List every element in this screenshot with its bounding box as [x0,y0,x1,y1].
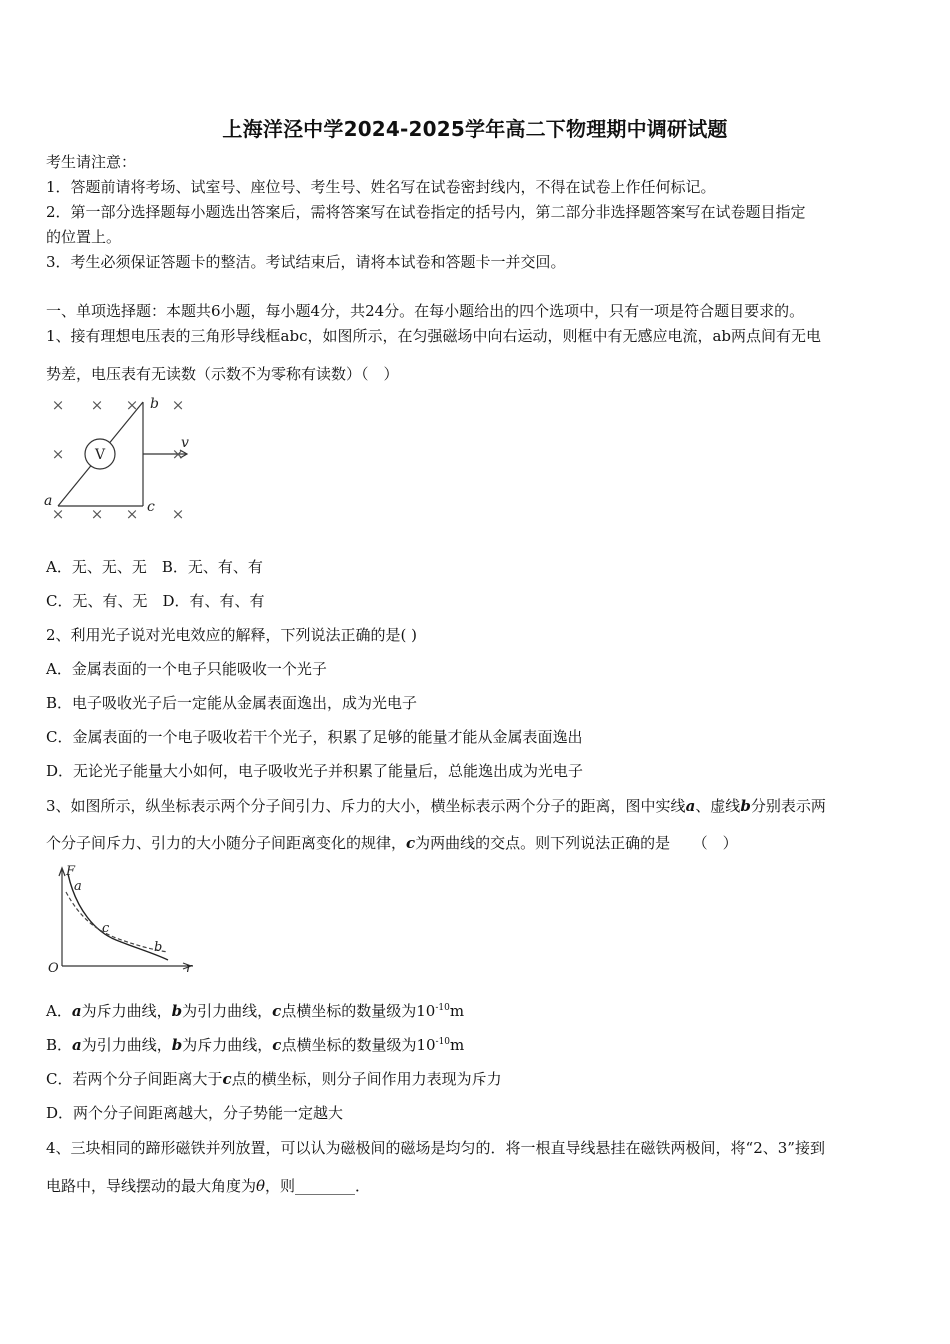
q1-options-ab: A．无、无、无 B．无、有、有 [46,558,263,576]
field-cross: × [51,505,65,523]
point-label-c: c [102,921,110,936]
q1-stem-line1: 1、接有理想电压表的三角形导线框abc，如图所示，在匀强磁场中向右运动，则框中有无感应电流，ab两点间有无电 [46,327,822,345]
q3-text: 分别表示两 [750,797,826,815]
q2-option-d: D．无论光子能量大小如何，电子吸收光子并积累了能量后，总能逸出成为光电子 [46,762,584,780]
var-a: a [71,1002,82,1020]
var-c: c [222,1070,232,1088]
label-c: c [147,499,155,515]
var-c: c [272,1002,282,1020]
q4-stem-line1: 4、三块相同的蹄形磁铁并列放置，可以认为磁极间的磁场是均匀的．将一根直导线悬挂在磁铁两极间，将“2、3”接到 [46,1139,825,1157]
origin-label: O [48,961,59,976]
notice-item-1: 1．答题前请将考场、试室号、座位号、考生号、姓名写在试卷密封线内，不得在试卷上作任何标记。 [46,178,716,196]
option-text: 点的横坐标，则分子间作用力表现为斥力 [231,1070,502,1088]
q2-stem: 2、利用光子说对光电效应的解释，下列说法正确的是( ) [46,626,418,644]
q3-text: 、虚线 [695,797,741,815]
notice-item-2-cont: 的位置上。 [46,228,122,246]
option-text: C．若两个分子间距离大于 [46,1070,223,1088]
field-cross: × [125,505,139,523]
q3-option-b [46,1035,464,1055]
option-text: 为斥力曲线， [81,1002,172,1020]
field-cross: × [51,396,65,414]
axis-label-f: F [66,864,76,879]
var-a: a [685,797,696,815]
label-b: b [150,396,159,412]
var-c: c [272,1036,282,1054]
label-v: v [181,435,189,451]
q3-text: 3、如图所示，纵坐标表示两个分子间引力、斥力的大小，横坐标表示两个分子的距离，图中实线 [46,797,686,815]
var-b: b [171,1002,183,1020]
curve-a-repulsion [68,874,168,960]
label-a: a [44,493,53,509]
q4-stem-line2 [46,1176,370,1196]
q3-option-c [46,1069,502,1089]
unit: m [450,1036,465,1054]
q3-force-graph [44,862,204,982]
option-prefix: A． [46,1002,72,1020]
option-text: 为斥力曲线， [182,1036,273,1054]
q3-text: 个分子间斥力、引力的大小随分子间距离变化的规律， [46,834,407,852]
option-text: 为引力曲线， [182,1002,273,1020]
q4-text: ，则________． [265,1177,371,1195]
option-text: 点横坐标的数量级为10 [281,1002,436,1020]
q3-text: 为两曲线的交点。则下列说法正确的是 （ ） [415,834,738,852]
curve-b-attraction [66,892,168,952]
q1-options-cd: C．无、有、无 D．有、有、有 [46,592,265,610]
q3-stem-line1 [46,796,826,816]
var-b: b [740,797,751,815]
curve-label-b: b [154,940,163,955]
q1-figure [40,392,195,527]
var-c: c [406,834,416,852]
q2-option-c: C．金属表面的一个电子吸收若干个光子，积累了足够的能量才能从金属表面逸出 [46,728,583,746]
exponent: -10 [435,1037,451,1047]
q1-stem-line2: 势差，电压表有无读数（示数不为零称有读数）（ ） [46,365,399,383]
option-prefix: B． [46,1036,73,1054]
field-cross: × [171,445,185,463]
var-b: b [171,1036,183,1054]
field-cross: × [171,505,185,523]
curve-label-a: a [74,879,82,894]
exponent: -10 [435,1003,450,1013]
q3-option-d: D．两个分子间距离越大，分子势能一定越大 [46,1104,344,1122]
notice-heading: 考生请注意： [46,153,137,171]
field-cross: × [51,445,65,463]
q3-option-a [46,1001,464,1021]
field-cross: × [171,396,185,414]
section-heading: 一、单项选择题：本题共6小题，每小题4分，共24分。在每小题给出的四个选项中，只有一项是符合题目要求的。 [46,302,805,320]
field-cross: × [90,396,104,414]
field-cross: × [90,505,104,523]
unit: m [449,1002,465,1020]
var-a: a [72,1036,82,1054]
option-text: 为引力曲线， [81,1036,172,1054]
q4-text: 电路中，导线摆动的最大角度为 [46,1177,257,1195]
notice-item-3: 3．考生必须保证答题卡的整洁。考试结束后，请将本试卷和答题卡一并交回。 [46,253,566,271]
q2-option-a: A．金属表面的一个电子只能吸收一个光子 [46,660,327,678]
notice-item-2: 2．第一部分选择题每小题选出答案后，需将答案写在试卷指定的括号内，第二部分非选择题答案写在试卷题目指定 [46,203,806,221]
voltmeter-label: V [94,447,106,463]
var-theta: θ [256,1177,266,1195]
field-cross: × [125,396,139,414]
q2-option-b: B．电子吸收光子后一定能从金属表面逸出，成为光电子 [46,694,418,712]
q3-stem-line2 [46,833,738,853]
option-text: 点横坐标的数量级为10 [281,1036,436,1054]
axis-label-r: r [186,961,193,976]
page-title: 上海洋泾中学2024-2025学年高二下物理期中调研试题 [222,117,728,141]
